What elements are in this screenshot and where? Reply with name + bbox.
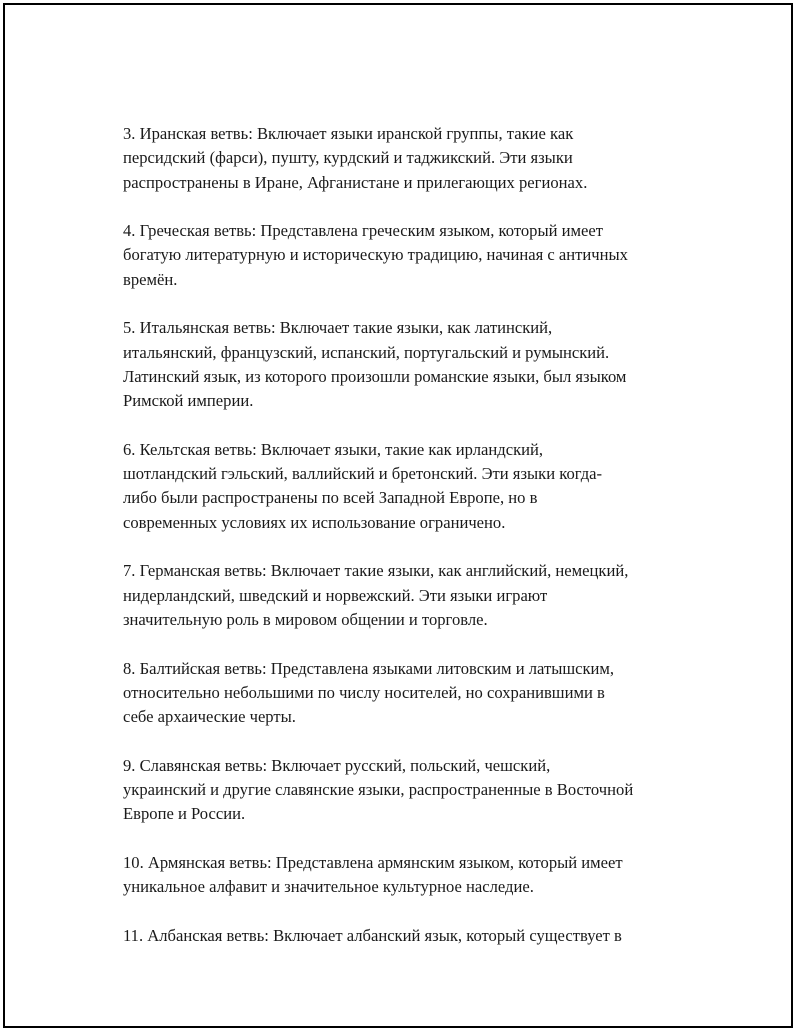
text-line: себе архаические черты. — [123, 707, 296, 727]
text-line: распространены в Иране, Афганистане и прилегающих регионах. — [123, 172, 588, 192]
text-line: украинский и другие славянские языки, распространенные в Восточной — [123, 780, 634, 800]
paragraph-germanic-branch — [123, 559, 695, 632]
page-border — [3, 3, 793, 1028]
text-line: Европе и России. — [123, 804, 246, 824]
paragraph-greek-branch — [123, 219, 695, 292]
text-line: 10. Армянская ветвь: Представлена армянским языком, который имеет — [123, 852, 623, 872]
paragraph-armenian-branch — [123, 851, 695, 900]
paragraph-baltic-branch — [123, 657, 695, 730]
text-line: относительно небольшими по числу носителей, но сохранившими в — [123, 682, 605, 702]
paragraph-celtic-branch — [123, 438, 695, 535]
text-line: шотландский гэльский, валлийский и бретонский. Эти языки когда- — [123, 464, 603, 484]
text-line: 6. Кельтская ветвь: Включает языки, такие как ирландский, — [123, 439, 544, 459]
text-line: 8. Балтийская ветвь: Представлена языками литовским и латышским, — [123, 658, 615, 678]
paragraph-italic-branch — [123, 316, 695, 413]
text-line: значительную роль в мировом общении и торговле. — [123, 609, 488, 629]
text-line: либо были распространены по всей Западной Европе, но в — [123, 488, 538, 508]
text-line: времён. — [123, 269, 178, 289]
text-line: современных условиях их использование ограничено. — [123, 512, 506, 532]
text-line: Римской империи. — [123, 391, 254, 411]
text-line: нидерландский, шведский и норвежский. Эти языки играют — [123, 585, 548, 605]
document-body — [123, 122, 695, 948]
text-line: итальянский, французский, испанский, португальский и румынский. — [123, 342, 610, 362]
paragraph-albanian-branch — [123, 924, 695, 948]
paragraph-iranian-branch — [123, 122, 695, 195]
text-line: уникальное алфавит и значительное культурное наследие. — [123, 877, 534, 897]
text-line: 3. Иранская ветвь: Включает языки иранской группы, такие как — [123, 124, 574, 143]
text-line: 11. Албанская ветвь: Включает албанский язык, который существует в — [123, 925, 622, 945]
text-line: персидский (фарси), пушту, курдский и таджикский. Эти языки — [123, 148, 573, 168]
text-line: Латинский язык, из которого произошли романские языки, был языком — [123, 366, 627, 386]
text-line: 4. Греческая ветвь: Представлена греческим языком, который имеет — [123, 221, 603, 241]
paragraph-slavic-branch — [123, 754, 695, 827]
text-line: 7. Германская ветвь: Включает такие языки, как английский, немецкий, — [123, 561, 629, 581]
text-line: 5. Итальянская ветвь: Включает такие языки, как латинский, — [123, 318, 553, 338]
text-line: богатую литературную и историческую традицию, начиная с античных — [123, 245, 628, 265]
text-line: 9. Славянская ветвь: Включает русский, польский, чешский, — [123, 755, 551, 775]
